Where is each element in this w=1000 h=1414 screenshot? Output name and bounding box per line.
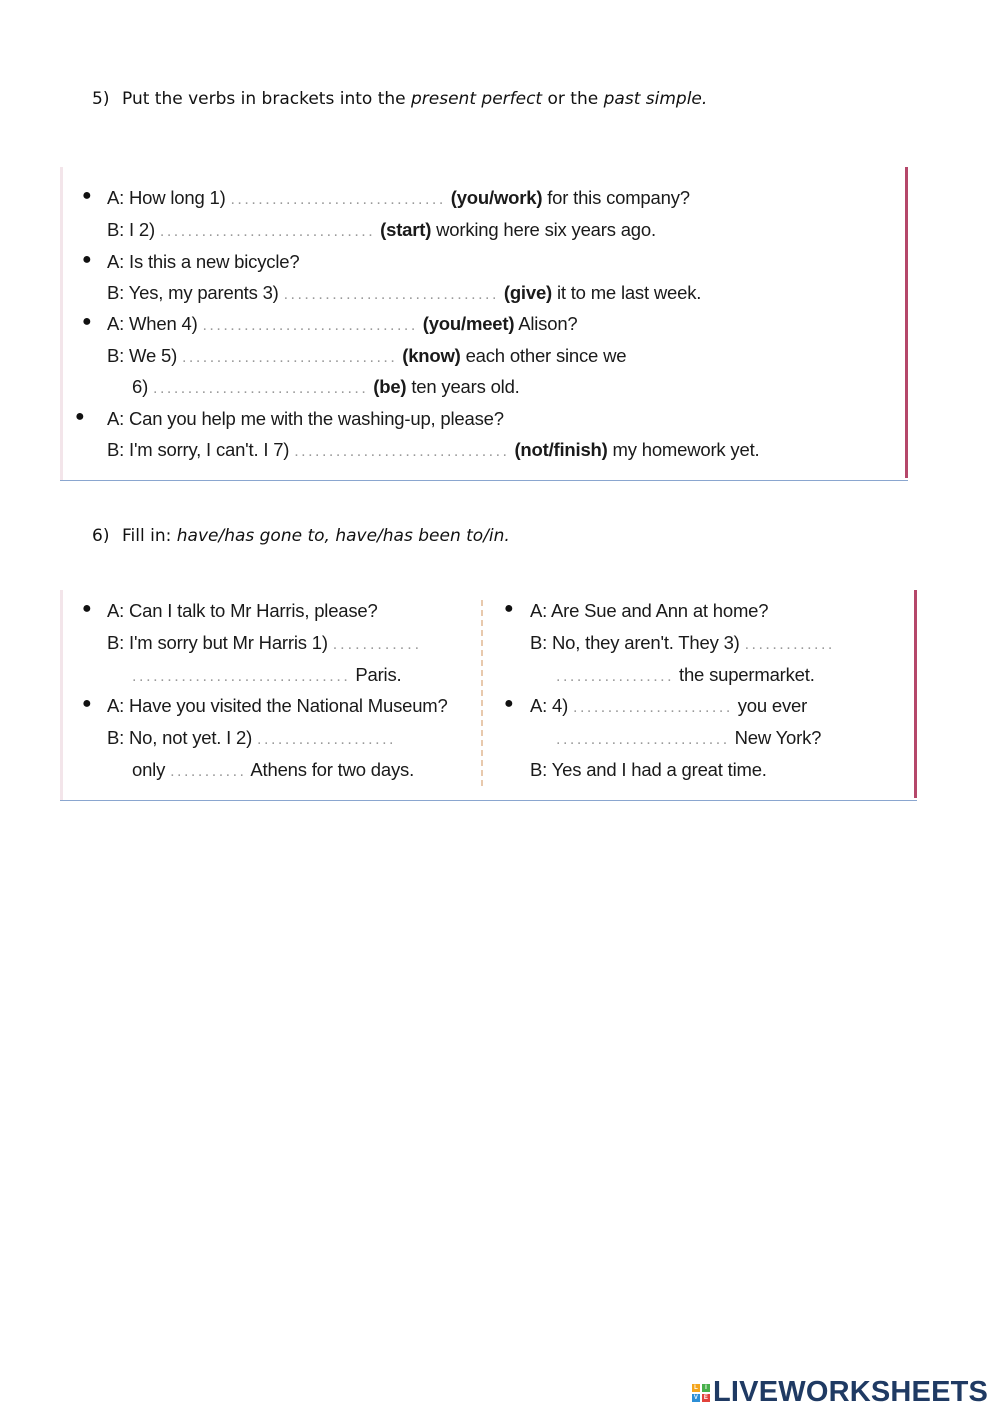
answer-blank-1a[interactable]: ............ bbox=[332, 636, 423, 653]
ex6-right-line-2: B: No, they aren't. They 3) ............. bbox=[530, 632, 835, 653]
ex5-line-7: 6) ............................... (be) ten years old. bbox=[132, 376, 520, 397]
box-left-shade bbox=[60, 167, 63, 480]
ex5-line-8: A: Can you help me with the washing-up, please? bbox=[107, 408, 504, 429]
answer-blank-5[interactable]: ............................... bbox=[181, 349, 398, 366]
ex6-right-line-4: A: 4) ....................... you ever bbox=[530, 695, 808, 716]
ex6-right-line-5: ......................... New York? bbox=[556, 727, 822, 748]
ex5-line-5: A: When 4) ............................... (you/meet) Alison? bbox=[107, 313, 578, 334]
bullet: ● bbox=[504, 695, 514, 712]
bullet: ● bbox=[75, 408, 85, 425]
ex6-right-line-1: A: Are Sue and Ann at home? bbox=[530, 600, 769, 621]
bullet: ● bbox=[82, 695, 92, 712]
ex6-left-line-2: B: I'm sorry but Mr Harris 1) ............ bbox=[107, 632, 423, 653]
answer-blank-3b[interactable]: ................. bbox=[556, 668, 675, 685]
ex5-line-2: B: I 2) ............................... (start) working here six years ago. bbox=[107, 219, 656, 240]
exercise-5-box bbox=[60, 167, 908, 481]
answer-blank-4b[interactable]: ......................... bbox=[556, 731, 730, 748]
ex6-right-line-3: ................. the supermarket. bbox=[556, 664, 815, 685]
exercise-6-instruction: 6) Fill in: have/has gone to, have/has been to/in. bbox=[92, 526, 510, 546]
column-separator bbox=[481, 600, 483, 786]
liveworksheets-logo[interactable]: L I V E LIVEWORKSHEETS bbox=[693, 1376, 989, 1408]
answer-blank-2a[interactable]: .................... bbox=[257, 731, 396, 748]
ex6-left-line-6: only ........... Athens for two days. bbox=[132, 759, 415, 780]
bullet: ● bbox=[82, 187, 92, 204]
answer-blank-7[interactable]: ............................... bbox=[294, 443, 510, 460]
ex6-right-line-6: B: Yes and I had a great time. bbox=[530, 759, 767, 780]
logo-mark-icon: L I V E bbox=[693, 1384, 709, 1401]
bullet: ● bbox=[504, 600, 514, 617]
answer-blank-3a[interactable]: ............. bbox=[744, 636, 835, 653]
answer-blank-1b[interactable]: ............................... bbox=[132, 668, 351, 685]
ex6-left-line-4: A: Have you visited the National Museum? bbox=[107, 695, 448, 716]
exercise-5-instruction: 5) Put the verbs in brackets into the present perfect or the past simple. bbox=[92, 89, 708, 109]
ex6-left-line-3: ............................... Paris. bbox=[132, 664, 402, 685]
box-accent-bar bbox=[905, 167, 908, 478]
exercise-6-box bbox=[60, 590, 917, 801]
box-accent-bar bbox=[914, 590, 917, 798]
bullet: ● bbox=[82, 600, 92, 617]
ex5-line-6: B: We 5) ............................... (know) each other since we bbox=[107, 345, 627, 366]
bullet: ● bbox=[82, 251, 92, 268]
answer-blank-2b[interactable]: ........... bbox=[170, 763, 247, 780]
answer-blank-4[interactable]: ............................... bbox=[202, 317, 418, 334]
ex5-line-4: B: Yes, my parents 3) ............................... (give) it to me last week. bbox=[107, 282, 702, 303]
box-left-shade bbox=[60, 590, 63, 800]
answer-blank-2[interactable]: ............................... bbox=[159, 223, 376, 240]
answer-blank-6[interactable]: ............................... bbox=[153, 380, 369, 397]
bullet: ● bbox=[82, 313, 92, 330]
ex6-left-line-5: B: No, not yet. I 2) .................... bbox=[107, 727, 396, 748]
ex5-line-9: B: I'm sorry, I can't. I 7) ............................... (not/finish) my homework yet. bbox=[107, 439, 760, 460]
ex5-line-1: A: How long 1) ............................... (you/work) for this company? bbox=[107, 187, 690, 208]
ex6-left-line-1: A: Can I talk to Mr Harris, please? bbox=[107, 600, 378, 621]
answer-blank-4a[interactable]: ....................... bbox=[573, 699, 733, 716]
answer-blank-3[interactable]: ............................... bbox=[283, 286, 499, 303]
ex5-line-3: A: Is this a new bicycle? bbox=[107, 251, 300, 272]
answer-blank-1[interactable]: ............................... bbox=[230, 191, 446, 208]
